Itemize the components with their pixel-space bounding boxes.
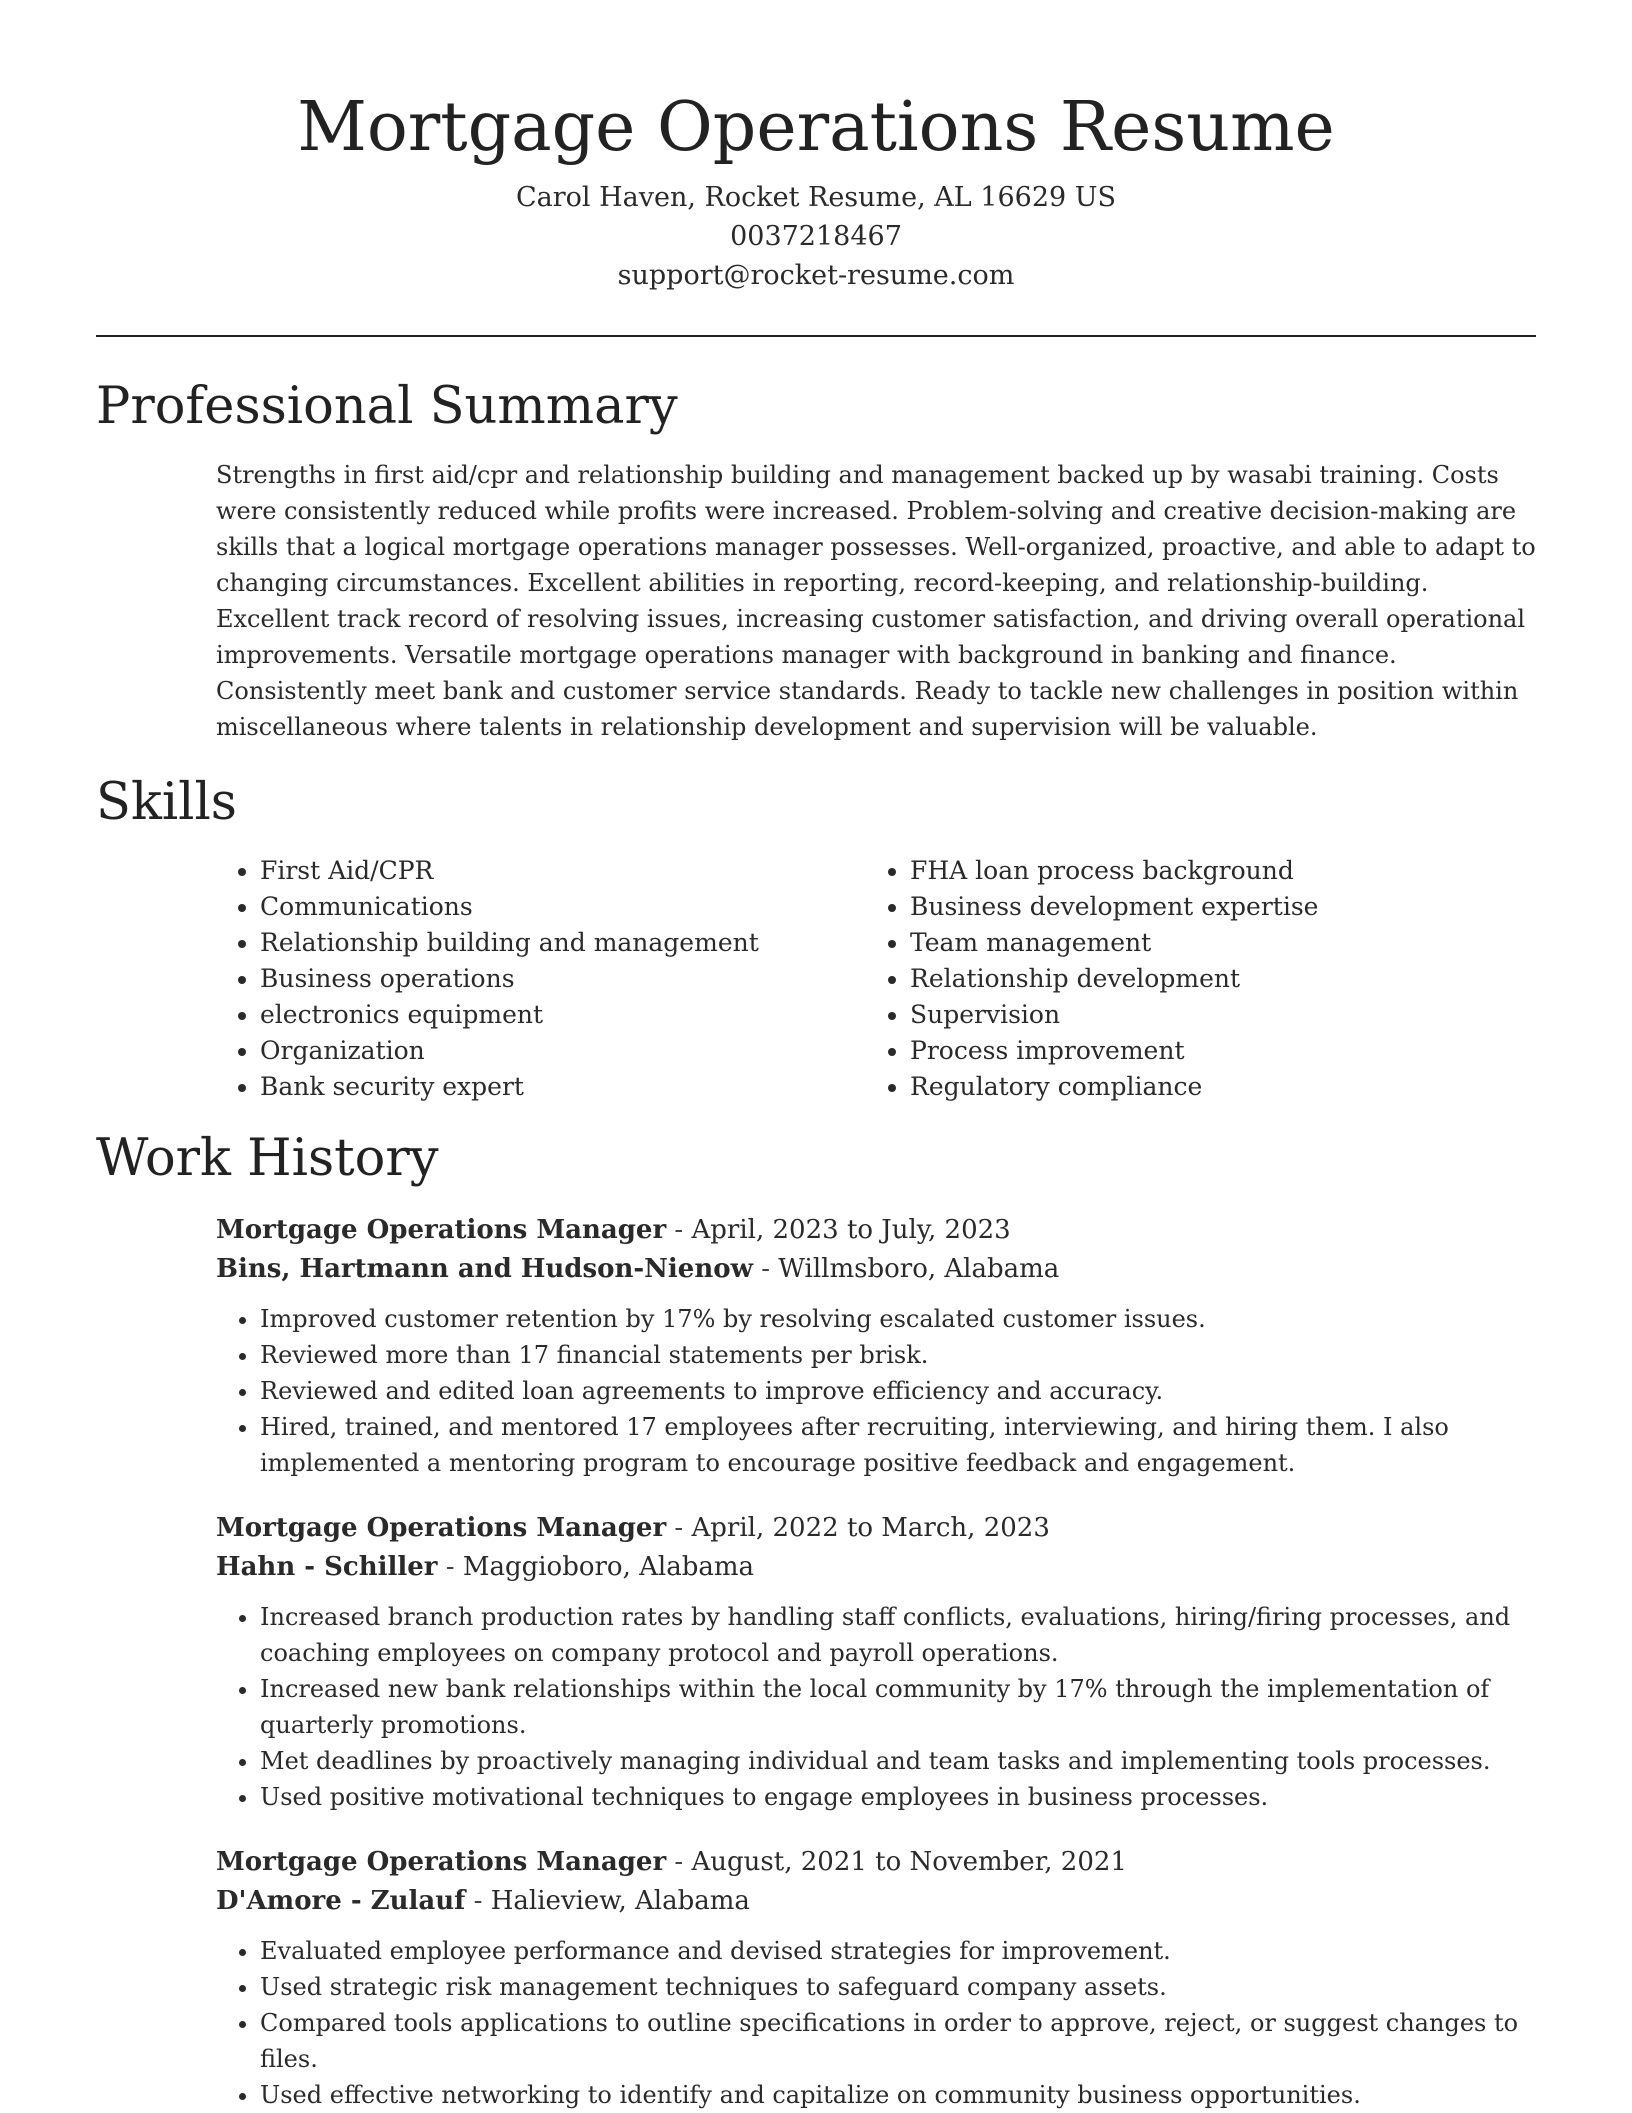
job-separator: - — [465, 1886, 491, 1916]
job-separator: - — [752, 1254, 779, 1284]
contact-phone: 0037218467 — [730, 221, 902, 252]
job-bullet: • Evaluated employee performance and devised strategies for improvement. — [260, 1933, 1536, 1969]
skill-item: • Organization — [260, 1033, 866, 1069]
job-dates: August, 2021 to November, 2021 — [691, 1847, 1127, 1877]
job-dates: April, 2022 to March, 2023 — [691, 1513, 1050, 1543]
job-title: Mortgage Operations Manager — [216, 1215, 667, 1245]
job-separator: - — [666, 1847, 692, 1877]
job-dates: April, 2023 to July, 2023 — [691, 1215, 1011, 1245]
skills-list-left — [216, 853, 866, 1105]
resume-title: Mortgage Operations Resume — [297, 88, 1335, 167]
skills-heading: Skills — [96, 773, 237, 832]
job-title-line — [216, 1211, 1536, 1250]
job-bullets — [216, 1599, 1536, 1815]
summary-text: Strengths in first aid/cpr and relationship building and management backed up by wasabi training. Costs were consistently reduced while profits were increased. Problem-solving and creative decision-making are skills that a logical mortgage operations manager possesses. Well-organized, proactive, and able to adapt to changing circumstances. Excellent abilities in reporting, record-keeping, and relationship-building. Excellent track record of resolving issues, increasing customer satisfaction, and driving overall operational improvements. Versatile mortgage operations manager with background in banking and finance. Consistently meet bank and customer service standards. Ready to tackle new challenges in position within miscellaneous where talents in relationship development and supervision will be valuable. — [216, 461, 1536, 741]
skill-item: • Regulatory compliance — [910, 1069, 1510, 1105]
resume-header — [96, 0, 1536, 295]
job-bullets — [216, 1301, 1536, 1481]
job-company: Bins, Hartmann and Hudson-Nienow — [216, 1254, 753, 1284]
skill-item: • Process improvement — [910, 1033, 1510, 1069]
skill-item: • electronics equipment — [260, 997, 866, 1033]
header-divider — [96, 335, 1536, 337]
job-bullet: • Reviewed more than 17 financial statements per brisk. — [260, 1337, 1536, 1373]
skill-item: • Relationship development — [910, 961, 1510, 997]
job-title-line — [216, 1509, 1536, 1548]
summary-section — [96, 375, 1536, 745]
skill-item: • Supervision — [910, 997, 1510, 1033]
skill-item: • Business operations — [260, 961, 866, 997]
skill-item: • FHA loan process background — [910, 853, 1510, 889]
job-entry — [216, 1211, 1536, 1481]
job-bullets — [216, 1933, 1536, 2113]
job-bullet: • Compared tools applications to outline specifications in order to approve, reject, or suggest changes to files. — [260, 2005, 1536, 2077]
job-company-line — [216, 1882, 1536, 1921]
job-bullet: • Increased branch production rates by handling staff conflicts, evaluations, hiring/firing processes, and coaching employees on company protocol and payroll operations. — [260, 1599, 1536, 1671]
job-bullet: • Increased new bank relationships within the local community by 17% through the implementation of quarterly promotions. — [260, 1671, 1536, 1743]
job-company: D'Amore - Zulauf — [216, 1886, 466, 1916]
job-entry — [216, 1843, 1536, 2113]
work-history-section — [96, 1127, 1536, 2113]
skill-item: • Bank security expert — [260, 1069, 866, 1105]
skills-list-right — [866, 853, 1510, 1105]
skill-item: • First Aid/CPR — [260, 853, 866, 889]
job-location: Halieview, Alabama — [490, 1886, 750, 1916]
contact-address: Carol Haven, Rocket Resume, AL 16629 US — [515, 182, 1117, 213]
job-bullet: • Used strategic risk management techniques to safeguard company assets. — [260, 1969, 1536, 2005]
job-company-line — [216, 1250, 1536, 1289]
job-bullet: • Used positive motivational techniques to engage employees in business processes. — [260, 1779, 1536, 1815]
job-company-line — [216, 1548, 1536, 1587]
job-separator: - — [666, 1513, 692, 1543]
skills-section — [96, 771, 1536, 1105]
job-bullet: • Used effective networking to identify and capitalize on community business opportunities. — [260, 2077, 1536, 2113]
job-separator: - — [666, 1215, 692, 1245]
job-separator: - — [437, 1552, 463, 1582]
job-bullet: • Met deadlines by proactively managing individual and team tasks and implementing tools processes. — [260, 1743, 1536, 1779]
job-bullet: • Hired, trained, and mentored 17 employees after recruiting, interviewing, and hiring them. I also implemented a mentoring program to encourage positive feedback and engagement. — [260, 1409, 1536, 1481]
job-bullet: • Reviewed and edited loan agreements to improve efficiency and accuracy. — [260, 1373, 1536, 1409]
job-company: Hahn - Schiller — [216, 1552, 438, 1582]
resume-page — [96, 0, 1536, 2113]
job-title: Mortgage Operations Manager — [216, 1847, 667, 1877]
job-title: Mortgage Operations Manager — [216, 1513, 667, 1543]
contact-block — [96, 178, 1536, 295]
skill-item: • Communications — [260, 889, 866, 925]
job-location: Willmsboro, Alabama — [778, 1254, 1060, 1284]
skill-item: • Business development expertise — [910, 889, 1510, 925]
job-title-line — [216, 1843, 1536, 1882]
work-history-heading: Work History — [96, 1129, 439, 1188]
skill-item: • Relationship building and management — [260, 925, 866, 961]
skills-grid — [216, 853, 1536, 1105]
contact-email: support@rocket-resume.com — [617, 260, 1015, 291]
skill-item: • Team management — [910, 925, 1510, 961]
job-location: Maggioboro, Alabama — [462, 1552, 755, 1582]
job-entry — [216, 1509, 1536, 1815]
summary-heading: Professional Summary — [96, 377, 678, 436]
job-bullet: • Improved customer retention by 17% by resolving escalated customer issues. — [260, 1301, 1536, 1337]
